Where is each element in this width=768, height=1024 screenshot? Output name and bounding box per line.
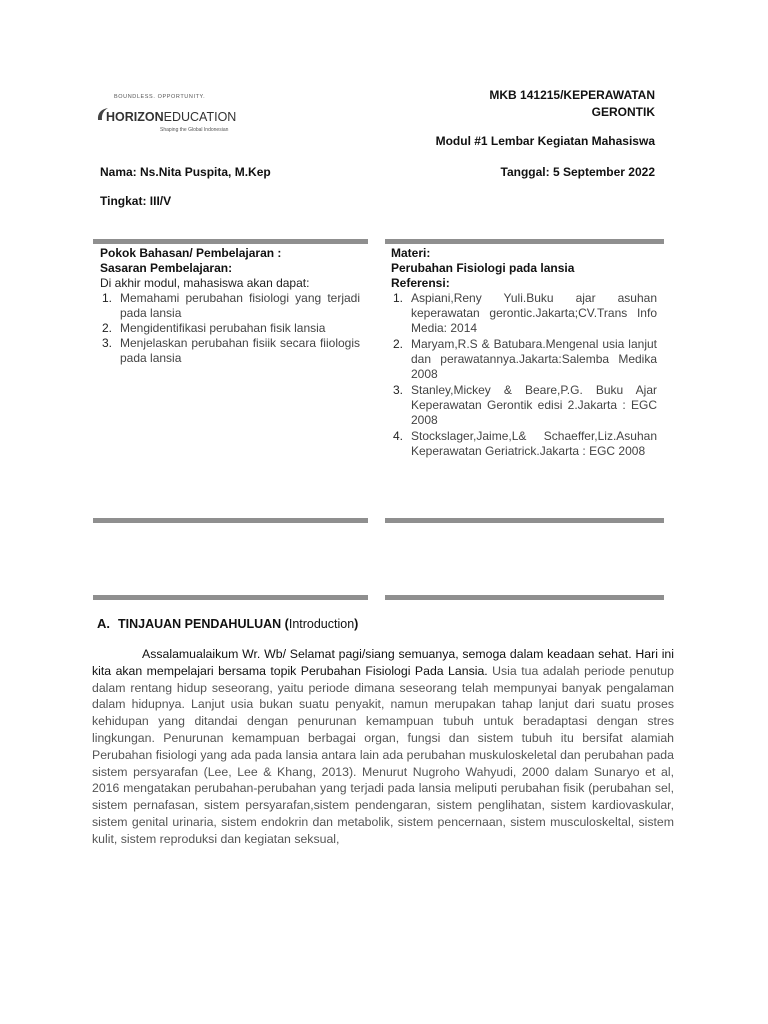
materials-column [391,246,657,460]
paragraph-body: Usia tua adalah periode penutup dalam rentang hidup seseorang, yaitu periode dimana seseorang telah mempunyai banyak pengalaman dalam hidupnya. Lanjut usia bukan suatu penyakit, namun merupakan tahap lanjut dari suatu proses kehidupan yang ditandai dengan penurunan kemampuan tubuh untuk beradaptasi dengan stres lingkungan. Penurunan kemampuan berbagai organ, fungsi dan sistem tubuh itu bersifat alamiah Perubahan fisiologi yang ada pada lansia antara lain ada perubahan muskuloskeletal dan perubahan pada sistem persyarafan (Lee, Lee & Khang, 2013). Menurut Nugroho Wahyudi, 2000 dalam Sunaryo et al, 2016 mengatakan perubahan-perubahan yang terjadi pada lansia meliputi perubahan fisik (perubahan sel, sistem pernafasan, sistem persyarafan,sistem pendengaran, sistem penglihatan, sistem kardiovaskular, sistem genital urinaria, sistem endokrin dan metabolik, sistem pencernaan, sistem musculoskeltal, sistem kulit, sistem reproduksi dan kegiatan seksual, [92,663,674,846]
objectives-intro: Di akhir modul, mahasiswa akan dapat: [100,276,310,290]
list-item-number: 3. [102,336,113,350]
horizon-education-logo [92,88,252,144]
list-item-number: 2. [102,321,113,335]
list-item-number: 1. [393,291,404,305]
list-item [100,336,360,366]
section-title-paren: Introduction [288,617,355,631]
logo-tagline: BOUNDLESS. OPPORTUNITY. [114,94,206,100]
right-top-divider [385,239,664,244]
logo-brand-bold: HORIZON [106,110,164,124]
list-item-number: 4. [393,429,404,443]
topic-heading: Pokok Bahasan/ Pembelajaran : [100,246,282,260]
list-item-text: Stanley,Mickey & Beare,P.G. Buku Ajar Keperawatan Gerontik edisi 2.Jakarta : EGC 2008 [411,383,657,427]
learning-objectives-column [100,246,360,366]
logo-subline: Shaping the Global Indonesian [160,127,229,133]
module-title: Modul #1 Lembar Kegiatan Mahasiswa [435,134,655,148]
right-middle-divider [385,518,664,523]
objectives-heading: Sasaran Pembelajaran: [100,261,233,275]
list-item-number: 1. [102,291,113,305]
section-title: TINJAUAN PENDAHULUAN ( [118,617,289,631]
materials-topic: Perubahan Fisiologi pada lansia [391,261,575,275]
logo-brand-light: EDUCATION [163,110,237,124]
list-item-text: Stockslager,Jaime,L& Schaeffer,Liz.Asuhan Keperawatan Geriatrick.Jakarta : EGC 2008 [411,429,657,458]
date: Tanggal: 5 September 2022 [500,165,655,179]
list-item-text: Aspiani,Reny Yuli.Buku ajar asuhan keperawatan gerontic.Jakarta;CV.Trans Info Media: 2014 [411,291,657,335]
section-a-heading [97,616,358,631]
course-code-line2: GERONTIK [591,105,655,119]
left-top-divider [93,239,368,244]
course-code-line1: MKB 141215/KEPERAWATAN [489,88,655,102]
section-title-close: ) [354,617,359,631]
left-middle-divider [93,518,368,523]
references-heading: Referensi: [391,276,450,290]
list-item [100,291,360,321]
list-item [391,291,657,336]
list-item-text: Mengidentifikasi perubahan fisik lansia [120,321,326,335]
level: Tingkat: III/V [100,194,172,208]
left-bottom-divider [93,595,368,600]
course-code [435,87,655,121]
list-item [100,321,360,336]
references-list [391,291,657,459]
right-bottom-divider [385,595,664,600]
list-item [391,337,657,382]
objectives-list [100,291,360,366]
list-item-text: Memahami perubahan fisiologi yang terjadi pada lansia [120,291,360,320]
lecturer-name: Nama: Ns.Nita Puspita, M.Kep [100,165,271,179]
list-item [391,429,657,459]
list-item [391,383,657,428]
materials-heading: Materi: [391,246,431,260]
list-item-text: Menjelaskan perubahan fisiik secara fiiologis pada lansia [120,336,360,365]
list-item-text: Maryam,R.S & Batubara.Mengenal usia lanjut dan perawatannya.Jakarta:Salemba Medika 2008 [411,337,657,381]
list-item-number: 2. [393,337,404,351]
logo-brand [106,110,236,124]
paragraph-greeting: Assalamualaikum Wr. Wb/ Selamat pagi/siang semuanya, semoga dalam keadaan sehat. Hari ini kita akan mempelajari bersama topik Perubahan Fisiologi Pada Lansia. [92,647,674,678]
section-letter: A. [97,616,110,631]
introduction-paragraph [92,646,674,848]
list-item-number: 3. [393,383,404,397]
